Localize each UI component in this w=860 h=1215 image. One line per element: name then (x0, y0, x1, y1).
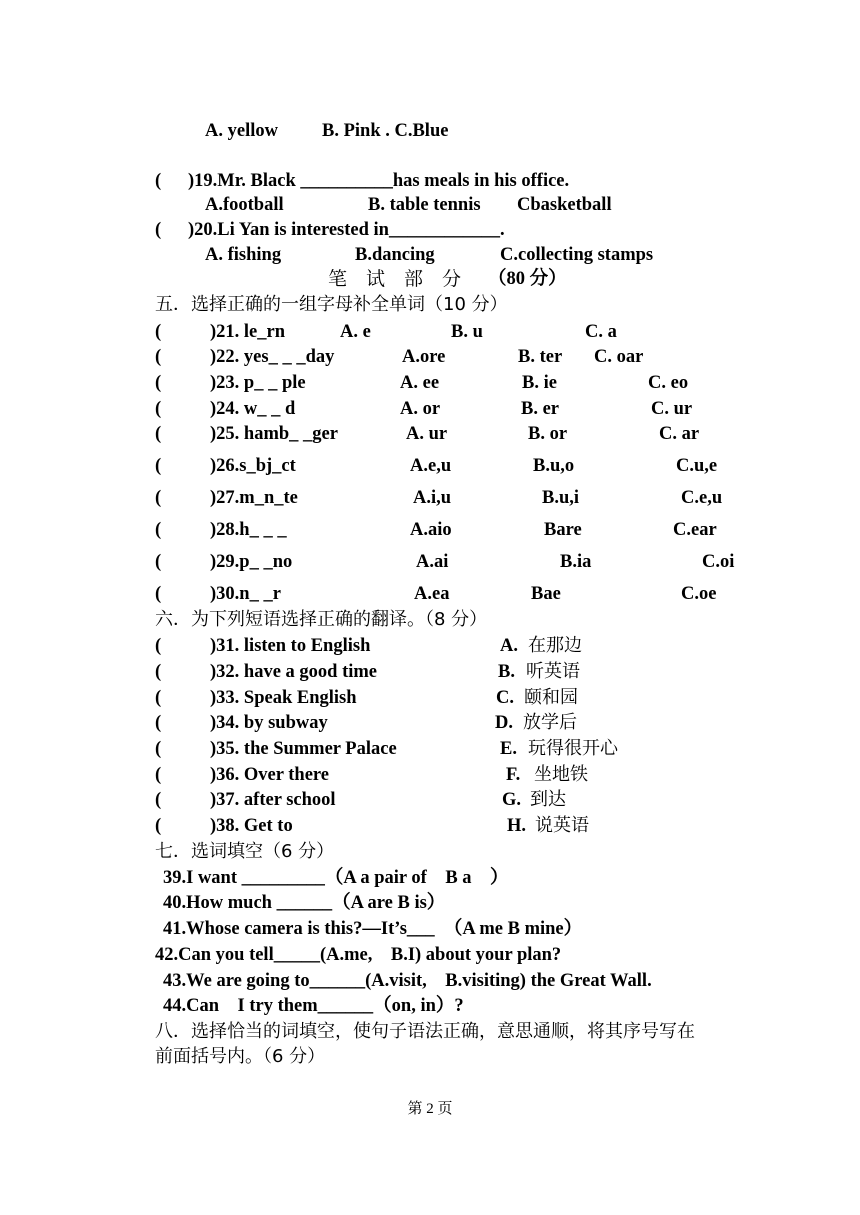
q42: 42.Can you tell_____(A.me, B.I) about your plan? (155, 945, 562, 965)
option-c: C. ar (659, 424, 700, 444)
answer-paren: ( (155, 816, 162, 836)
answer-paren: ( (155, 790, 162, 810)
answer-paren: ( (155, 488, 162, 508)
translation-text: 到达 (530, 789, 566, 810)
option-a: A.e,u (410, 456, 452, 476)
section6-title: 六．为下列短语选择正确的翻译。（8 分） (155, 609, 488, 630)
question-text: )27.m_n_te (210, 488, 298, 508)
answer-paren: ( (155, 399, 162, 419)
translation-letter: C. (496, 688, 514, 708)
q20-paren: ( (155, 220, 162, 240)
option-a: A.ore (402, 347, 446, 367)
q19-question: )19.Mr. Black __________has meals in his office. (188, 171, 570, 191)
option-c: C.ear (673, 520, 717, 540)
phrase-text: )38. Get to (210, 816, 293, 836)
translation-letter: B. (498, 662, 515, 682)
written-section-score: （80 分） (488, 269, 567, 289)
option-a: A. e (340, 322, 371, 342)
option-a: A.ai (416, 552, 449, 572)
section7-title: 七．选词填空（6 分） (155, 841, 335, 862)
q44: 44.Can I try them______（on, in）? (163, 996, 464, 1016)
option-c: C.oe (681, 584, 717, 604)
answer-paren: ( (155, 688, 162, 708)
q18-option-b: B. Pink . C.Blue (322, 121, 449, 141)
question-text: )23. p_ _ ple (210, 373, 306, 393)
section8-title-line2: 前面括号内。（6 分） (155, 1046, 326, 1067)
answer-paren: ( (155, 636, 162, 656)
option-a: A. ee (400, 373, 440, 393)
translation-text: 坐地铁 (534, 764, 588, 785)
option-c: C. ur (651, 399, 693, 419)
phrase-text: )33. Speak English (210, 688, 357, 708)
option-b: Bare (544, 520, 582, 540)
translation-text: 说英语 (535, 815, 589, 836)
q41: 41.Whose camera is this?—It’s___ （A me B mine） (163, 919, 583, 939)
answer-paren: ( (155, 347, 162, 367)
translation-text: 在那边 (528, 635, 582, 656)
option-b: Bae (531, 584, 561, 604)
translation-letter: H. (507, 816, 527, 836)
page-number: 第 2 页 (407, 1101, 453, 1117)
q20-option-a: A. fishing (205, 245, 282, 265)
option-a: A. ur (406, 424, 448, 444)
translation-letter: F. (506, 765, 521, 785)
option-b: B.ia (560, 552, 592, 572)
q19-option-c: Cbasketball (517, 195, 612, 215)
q43: 43.We are going to______(A.visit, B.visiting) the Great Wall. (163, 971, 652, 991)
option-a: A. or (400, 399, 441, 419)
answer-paren: ( (155, 373, 162, 393)
option-c: C. a (585, 322, 617, 342)
translation-letter: D. (495, 713, 513, 733)
section5-title: 五．选择正确的一组字母补全单词（10 分） (155, 294, 508, 315)
q20-option-b: B.dancing (355, 245, 435, 265)
translation-text: 听英语 (526, 661, 580, 682)
question-text: )26.s_bj_ct (210, 456, 296, 476)
q20-option-c: C.collecting stamps (500, 245, 654, 265)
answer-paren: ( (155, 713, 162, 733)
translation-text: 放学后 (523, 712, 577, 733)
phrase-text: )37. after school (210, 790, 336, 810)
answer-paren: ( (155, 322, 162, 342)
option-b: B. er (521, 399, 560, 419)
phrase-text: )34. by subway (210, 713, 328, 733)
phrase-text: )32. have a good time (210, 662, 377, 682)
answer-paren: ( (155, 456, 162, 476)
q39: 39.I want _________（A a pair of B a ） (163, 868, 509, 888)
answer-paren: ( (155, 552, 162, 572)
option-b: B. or (528, 424, 568, 444)
phrase-text: )31. listen to English (210, 636, 371, 656)
answer-paren: ( (155, 765, 162, 785)
translation-letter: E. (500, 739, 517, 759)
translation-text: 颐和园 (524, 687, 578, 708)
phrase-text: )36. Over there (210, 765, 330, 785)
option-c: C. eo (648, 373, 689, 393)
option-b: B. u (451, 322, 483, 342)
question-text: )22. yes_ _ _day (210, 347, 335, 367)
answer-paren: ( (155, 739, 162, 759)
answer-paren: ( (155, 520, 162, 540)
question-text: )25. hamb_ _ger (210, 424, 338, 444)
q20-question: )20.Li Yan is interested in____________. (188, 220, 505, 240)
question-text: )30.n_ _r (210, 584, 281, 604)
option-b: B.u,o (533, 456, 575, 476)
option-c: C.oi (702, 552, 735, 572)
q19-paren: ( (155, 171, 162, 191)
q40: 40.How much ______（A are B is） (163, 893, 446, 913)
section8-title-line1: 八．选择恰当的词填空，使句子语法正确，意思通顺，将其序号写在 (155, 1021, 695, 1042)
question-text: )29.p_ _no (210, 552, 293, 572)
q18-option-a: A. yellow (205, 121, 278, 141)
question-text: )28.h_ _ _ (210, 520, 287, 540)
q19-option-b: B. table tennis (368, 195, 481, 215)
option-a: A.aio (410, 520, 452, 540)
option-a: A.i,u (413, 488, 452, 508)
phrase-text: )35. the Summer Palace (210, 739, 397, 759)
written-section-title: 笔 试 部 分 (328, 268, 462, 290)
translation-letter: G. (502, 790, 522, 810)
option-c: C.e,u (681, 488, 723, 508)
translation-text: 玩得很开心 (528, 738, 618, 759)
answer-paren: ( (155, 424, 162, 444)
q19-option-a: A.football (205, 195, 284, 215)
answer-paren: ( (155, 584, 162, 604)
option-c: C.u,e (676, 456, 718, 476)
question-text: )24. w_ _ d (210, 399, 296, 419)
option-b: B.u,i (542, 488, 580, 508)
question-text: )21. le_rn (210, 322, 286, 342)
option-b: B. ter (518, 347, 563, 367)
option-a: A.ea (414, 584, 450, 604)
translation-letter: A. (500, 636, 518, 656)
option-b: B. ie (522, 373, 557, 393)
option-c: C. oar (594, 347, 644, 367)
answer-paren: ( (155, 662, 162, 682)
